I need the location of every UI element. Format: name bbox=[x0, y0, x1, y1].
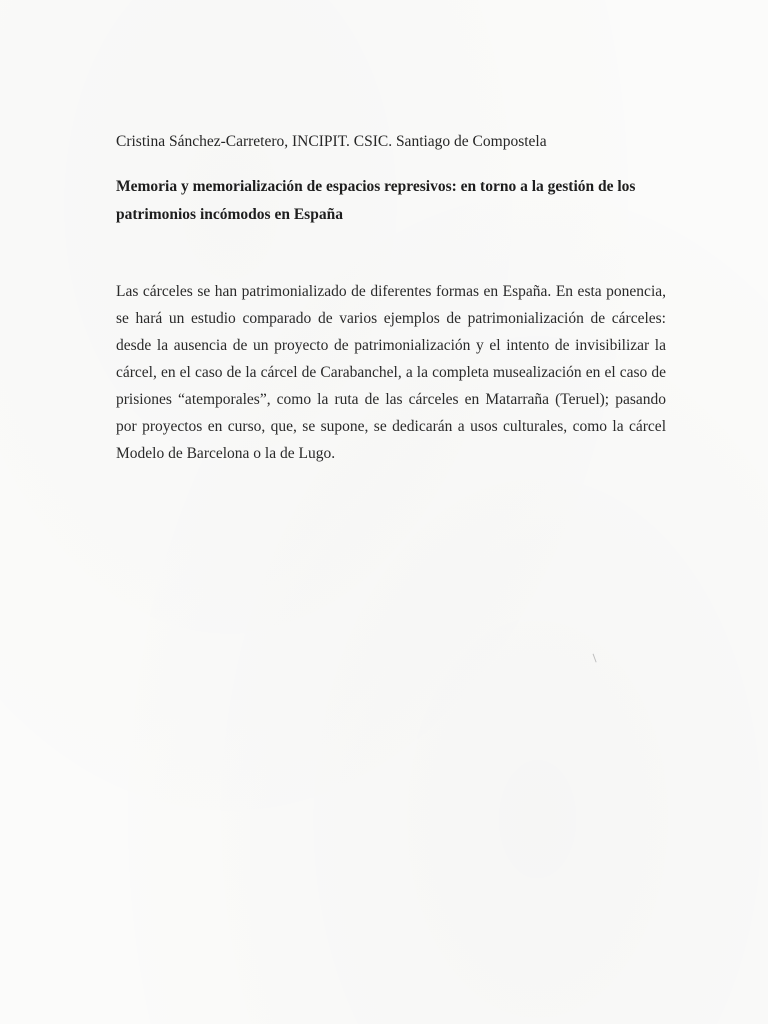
abstract-line: cárcel, en el caso de la cárcel de Carabanchel, a la completa musealización en el caso de bbox=[116, 364, 666, 381]
abstract-line: por proyectos en curso, que, se supone, se dedicarán a usos culturales, como la cárcel bbox=[116, 418, 666, 435]
author-affiliation: Cristina Sánchez-Carretero, INCIPIT. CSIC. Santiago de Compostela bbox=[116, 133, 547, 150]
abstract-paragraph bbox=[116, 278, 666, 467]
abstract-line: Modelo de Barcelona o la de Lugo. bbox=[116, 445, 336, 462]
title-line: patrimonios incómodos en España bbox=[116, 206, 343, 223]
abstract-line: se hará un estudio comparado de varios ejemplos de patrimonialización de cárceles: bbox=[116, 310, 666, 327]
abstract-line: prisiones “atemporales”, como la ruta de las cárceles en Matarraña (Teruel); pasando bbox=[116, 391, 666, 408]
title-line: Memoria y memorialización de espacios represivos: en torno a la gestión de los bbox=[116, 178, 636, 195]
scan-mark bbox=[593, 653, 600, 663]
abstract-line: Las cárceles se han patrimonializado de diferentes formas en España. En esta ponencia, bbox=[116, 283, 666, 300]
abstract-line: desde la ausencia de un proyecto de patrimonialización y el intento de invisibilizar la bbox=[116, 337, 666, 354]
document-title bbox=[116, 173, 656, 229]
